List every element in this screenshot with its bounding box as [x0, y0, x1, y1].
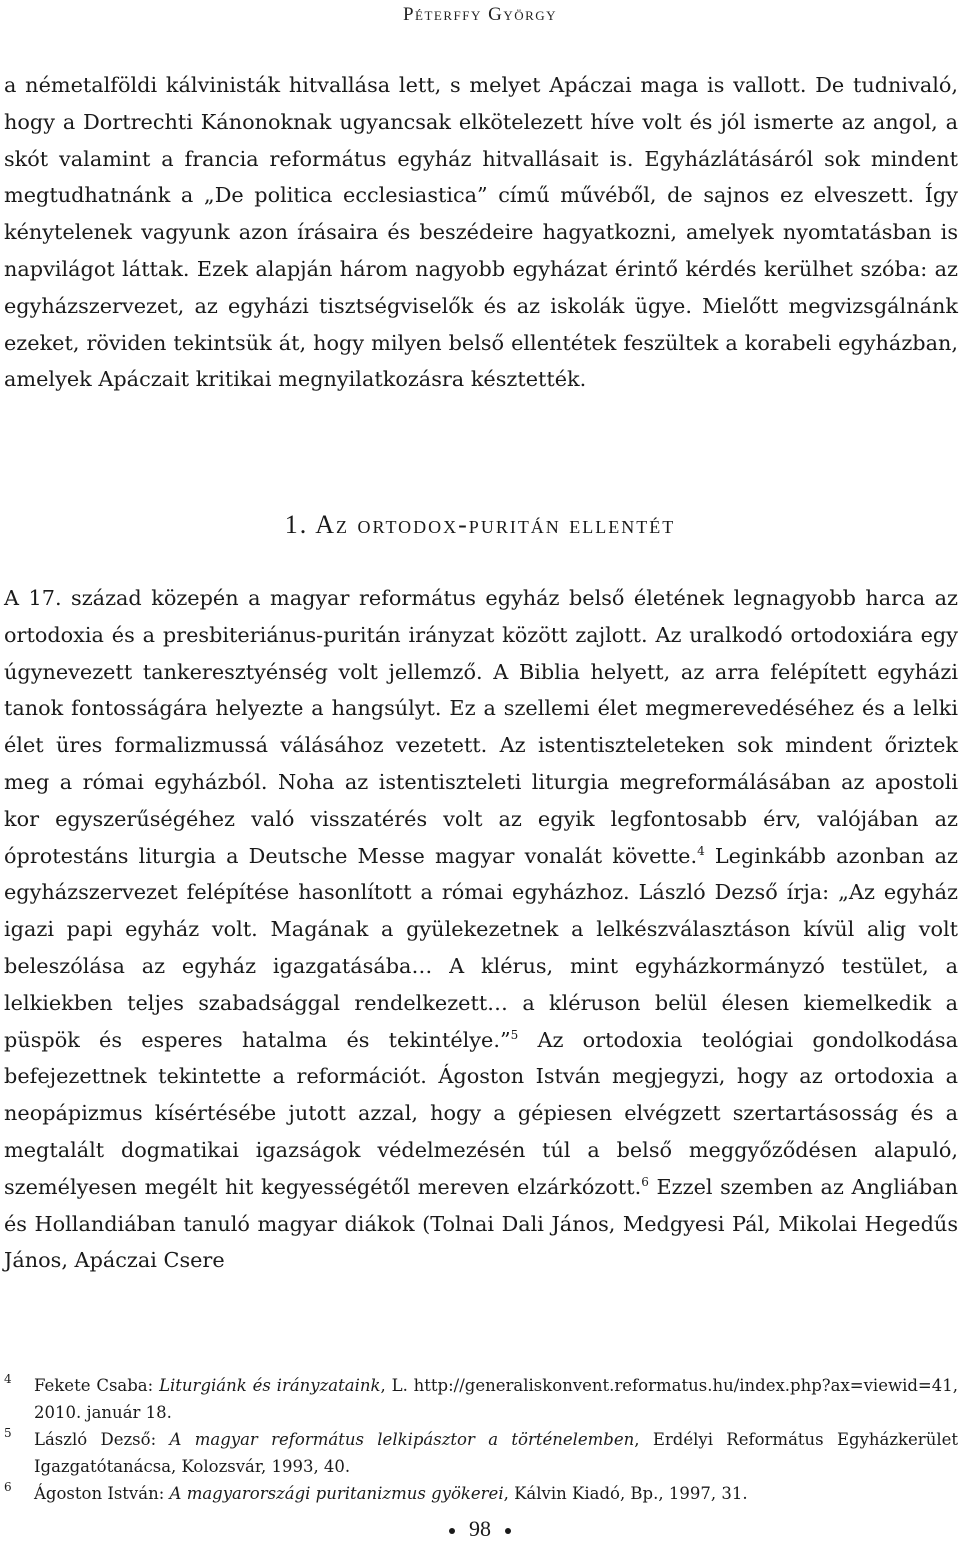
- paragraph-text: Az ortodoxia teológiai gondolkodása befejezettnek tekintette a reformációt. Ágoston István megjegyzi, hogy az ortodoxia a neopápizmus kísértésébe jutott azzal, hogy a gépiesen elvégzett szertartásosság és a megtalált dogmatikai igazságok védelmezésén túl a belső meggyőződésen alapuló, személyesen megélt hit kegyességétől mereven elzárkózott.: [4, 1027, 958, 1199]
- footnote-text: , Kálvin Kiadó, Bp., 1997, 31.: [503, 1484, 748, 1503]
- page-number-footer: [0, 1516, 960, 1542]
- paragraph-text: Leginkább azonban az egyházszervezet felépítése hasonlított a római egyházhoz. László Dezső írja: „Az egyház igazi papi egyház volt. Magának a gyülekezetnek a lelkészválasztáson kívül alig volt beleszólása az egyház igazgatásába… A klérus, mint egyházkormányzó testület, a lelkiekben teljes szabadsággal rendelkezett… a kléruson belül élesen kiemelkedik a püspök és esperes hatalma és tekintélye.”: [4, 843, 958, 1052]
- body-paragraph: [4, 580, 958, 1279]
- footnote-text: , Erdélyi Református Egyházkerület Igazgatótanácsa, Kolozsvár, 1993, 40.: [34, 1430, 958, 1476]
- body-paragraph: a németalföldi kálvinisták hitvallása lett, s melyet Apáczai maga is vallott. De tudnivaló, hogy a Dortrechti Kánonoknak ugyancsak elkötelezett híve volt és jól ismerte az angol, a skót valamint a francia református egyház hitvallásait is. Egyházlátásáról sok mindent megtudhatnánk a „De politica ecclesiastica” című művéből, de sajnos ez elveszett. Így kénytelenek vagyunk azon írásaira és beszédeire hagyatkozni, amelyek nyomtatásban is napvilágot láttak. Ezek alapján három nagyobb egyházat érintő kérdés kerülhet szóba: az egyházszervezet, az egyházi tisztségviselők és az iskolák ügye. Mielőtt megvizsgálnánk ezeket, röviden tekintsük át, hogy milyen belső ellentétek feszültek a korabeli egyházban, amelyek Apáczait kritikai megnyilatkozásra késztették.: [4, 73, 958, 392]
- footnote-text: Ágoston István:: [34, 1484, 170, 1503]
- footnote-number: 5: [4, 1426, 12, 1440]
- paragraph-text: Ezzel szemben az Angliában és Hollandiában tanuló magyar diákok (Tolnai Dali János, Medgyesi Pál, Mikolai Hegedűs János, Apáczai Csere: [4, 1174, 958, 1273]
- footnote: [4, 1480, 958, 1507]
- footnote-ref[interactable]: 4: [697, 843, 705, 858]
- running-head: Péterffy György: [402, 4, 558, 25]
- footnote-text: Fekete Csaba:: [34, 1376, 160, 1395]
- footnote: [4, 1372, 958, 1426]
- footnote-number: 4: [4, 1372, 12, 1386]
- footnote-ref[interactable]: 6: [641, 1174, 649, 1189]
- footnote-title: Liturgiánk és irányzataink: [159, 1376, 381, 1395]
- section-heading: 1. Az ortodox-puritán ellentét: [284, 510, 676, 539]
- page-number: 98: [469, 1516, 491, 1541]
- footnotes: [4, 1372, 958, 1507]
- footnote-title: A magyar református lelkipásztor a történelemben: [169, 1430, 635, 1449]
- footnote-text: , L. http://generaliskonvent.reformatus.hu/index.php?ax=viewid=41, 2010. január 18.: [34, 1376, 958, 1422]
- footnote-text: László Dezső:: [34, 1430, 170, 1449]
- footnote: [4, 1426, 958, 1480]
- paragraph-text: A 17. század közepén a magyar református egyház belső életének legnagyobb harca az ortodoxia és a presbiteriánus-puritán irányzat között zajlott. Az uralkodó ortodoxiára egy úgynevezett tankeresztyénség volt jellemző. A Biblia helyett, az arra felépített egyházi tanok fontosságára helyezte a hangsúlyt. Ez a szellemi élet megmerevedéséhez és a lelki élet üres formalizmussá válásához vezetett. Az istentiszteleteken sok mindent őriztek meg a római egyházból. Noha az istentiszteleti liturgia megreformálásában az apostoli kor egyszerűségéhez való visszatérés volt az egyik legfontosabb érv, valójában az óprotestáns liturgia a Deutsche Messe magyar vonalát követte.: [4, 586, 958, 868]
- bullet-icon: [449, 1528, 455, 1534]
- footnote-title: A magyarországi puritanizmus gyökerei: [169, 1484, 504, 1503]
- footnote-number: 6: [4, 1480, 12, 1494]
- bullet-icon: [505, 1528, 511, 1534]
- footnote-ref[interactable]: 5: [510, 1027, 519, 1042]
